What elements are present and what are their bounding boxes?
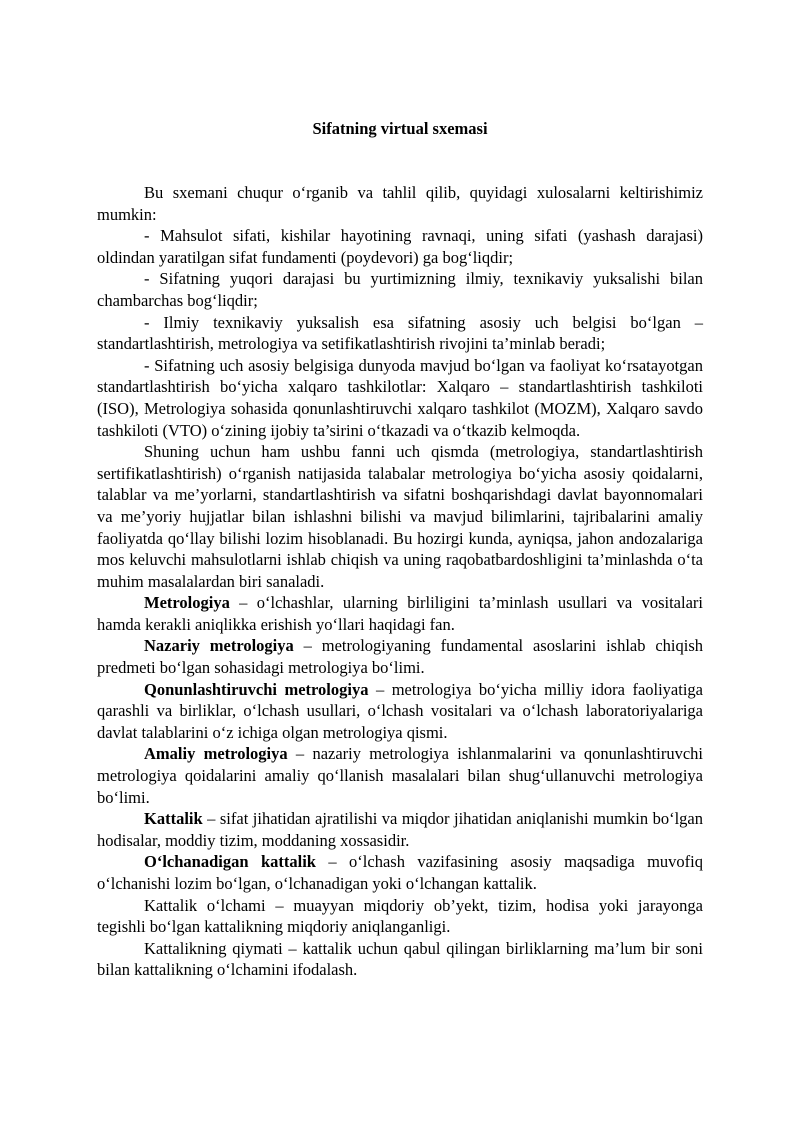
paragraph: [97, 182, 703, 225]
document-page: [97, 118, 703, 981]
paragraph-text: Kattalik o‘lchami – muayyan miqdoriy ob’yekt, tizim, hodisa yoki jarayonga tegishli bo‘lgan kattalikning miqdoriy aniqlanganligi.: [97, 895, 703, 937]
paragraph-text: Bu sxemani chuqur o‘rganib va tahlil qilib, quyidagi xulosalarni keltirishimiz mumkin:: [97, 183, 703, 224]
paragraph: [97, 441, 703, 592]
paragraph: [97, 312, 703, 355]
paragraph: [97, 225, 703, 268]
paragraph: [97, 938, 703, 981]
definition-text: – o‘lchashlar, ularning birliligini ta’minlash usullari va vositalari hamda kerakli aniqlikka erishish yo‘llari haqidagi fan.: [97, 593, 703, 634]
definition-text: – sifat jihatidan ajratilishi va miqdor jihatidan aniqlanishi mumkin bo‘lgan hodisalar, moddiy tizim, moddaning xossasidir.: [97, 809, 703, 850]
definition-paragraph: [97, 679, 703, 744]
definition-text: – metrologiya bo‘yicha milliy idora faoliyatiga qarashli va birliklar, o‘lchash usullari, o‘lchash vositalari va o‘lchash laboratoriyalariga davlat talablarini o‘z ichiga olgan metrologiya qismi.: [97, 679, 703, 742]
definition-paragraph: [97, 851, 703, 894]
definition-paragraph: [97, 743, 703, 808]
defined-term: Metrologiya: [144, 593, 230, 613]
defined-term: O‘lchanadigan kattalik: [144, 852, 316, 872]
paragraph: [97, 268, 703, 311]
definition-text: – nazariy metrologiya ishlanmalarini va qonunlashtiruvchi metrologiya qoidalarini amaliy qo‘llanish masalalari bilan shug‘ullanuvchi metrologiya bo‘limi.: [97, 744, 703, 807]
definition-paragraph: [97, 808, 703, 851]
defined-term: Kattalik: [144, 809, 203, 829]
definition-text: – o‘lchash vazifasining asosiy maqsadiga muvofiq o‘lchanishi lozim bo‘lgan, o‘lchanadigan yoki o‘lchangan kattalik.: [97, 852, 703, 893]
paragraph-text: Shuning uchun ham ushbu fanni uch qismda (metrologiya, standartlashtirish sertifikatlashtirish) o‘rganish natijasida talabalar metrologiya bo‘yicha asosiy qoidalarni, talablar va me’yorlarni, standartlashtirish va sifatni boshqarishdagi davlat bayonnomalari va me’yoriy hujjatlar bilan ishlashni bilishi va mavjud bilimlarini, tajribalarini amaliy faoliyatda qo‘llay bilishi lozim hisoblanadi. Bu hozirgi kunda, ayniqsa, jahon andozalariga mos keluvchi mahsulotlarni ishlab chiqish va uning raqobatbardoshligini ta’minlashda o‘ta muhim masalalardan biri sanaladi.: [97, 442, 703, 591]
paragraph: [97, 895, 703, 938]
paragraph-text: - Sifatning yuqori darajasi bu yurtimizning ilmiy, texnikaviy yuksalishi bilan chambarchas bog‘liqdir;: [97, 269, 703, 310]
paragraph: [97, 355, 703, 441]
definition-paragraph: [97, 635, 703, 678]
definition-text: – metrologiyaning fundamental asoslarini ishlab chiqish predmeti bo‘lgan sohasidagi metrologiya bo‘limi.: [97, 636, 704, 678]
document-title: Sifatning virtual sxemasi: [312, 119, 488, 138]
defined-term: Qonunlashtiruvchi metrologiya: [144, 679, 369, 699]
defined-term: Amaliy metrologiya: [144, 744, 288, 764]
defined-term: Nazariy metrologiya: [144, 636, 294, 656]
paragraph-text: - Ilmiy texnikaviy yuksalish esa sifatning asosiy uch belgisi bo‘lgan – standartlashtirish, metrologiya va setifikatlashtirish rivojini ta’minlab beradi;: [97, 312, 703, 354]
definition-paragraph: [97, 592, 703, 635]
paragraph-text: Kattalikning qiymati – kattalik uchun qabul qilingan birliklarning ma’lum bir soni bilan kattalikning o‘lchamini ifodalash.: [97, 938, 703, 980]
paragraph-text: - Sifatning uch asosiy belgisiga dunyoda mavjud bo‘lgan va faoliyat ko‘rsatayotgan standartlashtirish bo‘yicha xalqaro tashkilotlar: Xalqaro – standartlashtirish tashkiloti (ISO), Metrologiya sohasida qonunlashtiruvchi xalqaro tashkilot (MOZM), Xalqaro savdo tashkiloti (VTO) o‘zining ijobiy ta’sirini o‘tkazadi va o‘tkazib kelmoqda.: [97, 355, 703, 440]
paragraph-text: - Mahsulot sifati, kishilar hayotining ravnaqi, uning sifati (yashash darajasi) oldindan yaratilgan sifat fundamenti (poydevori) ga bog‘liqdir;: [97, 226, 703, 267]
